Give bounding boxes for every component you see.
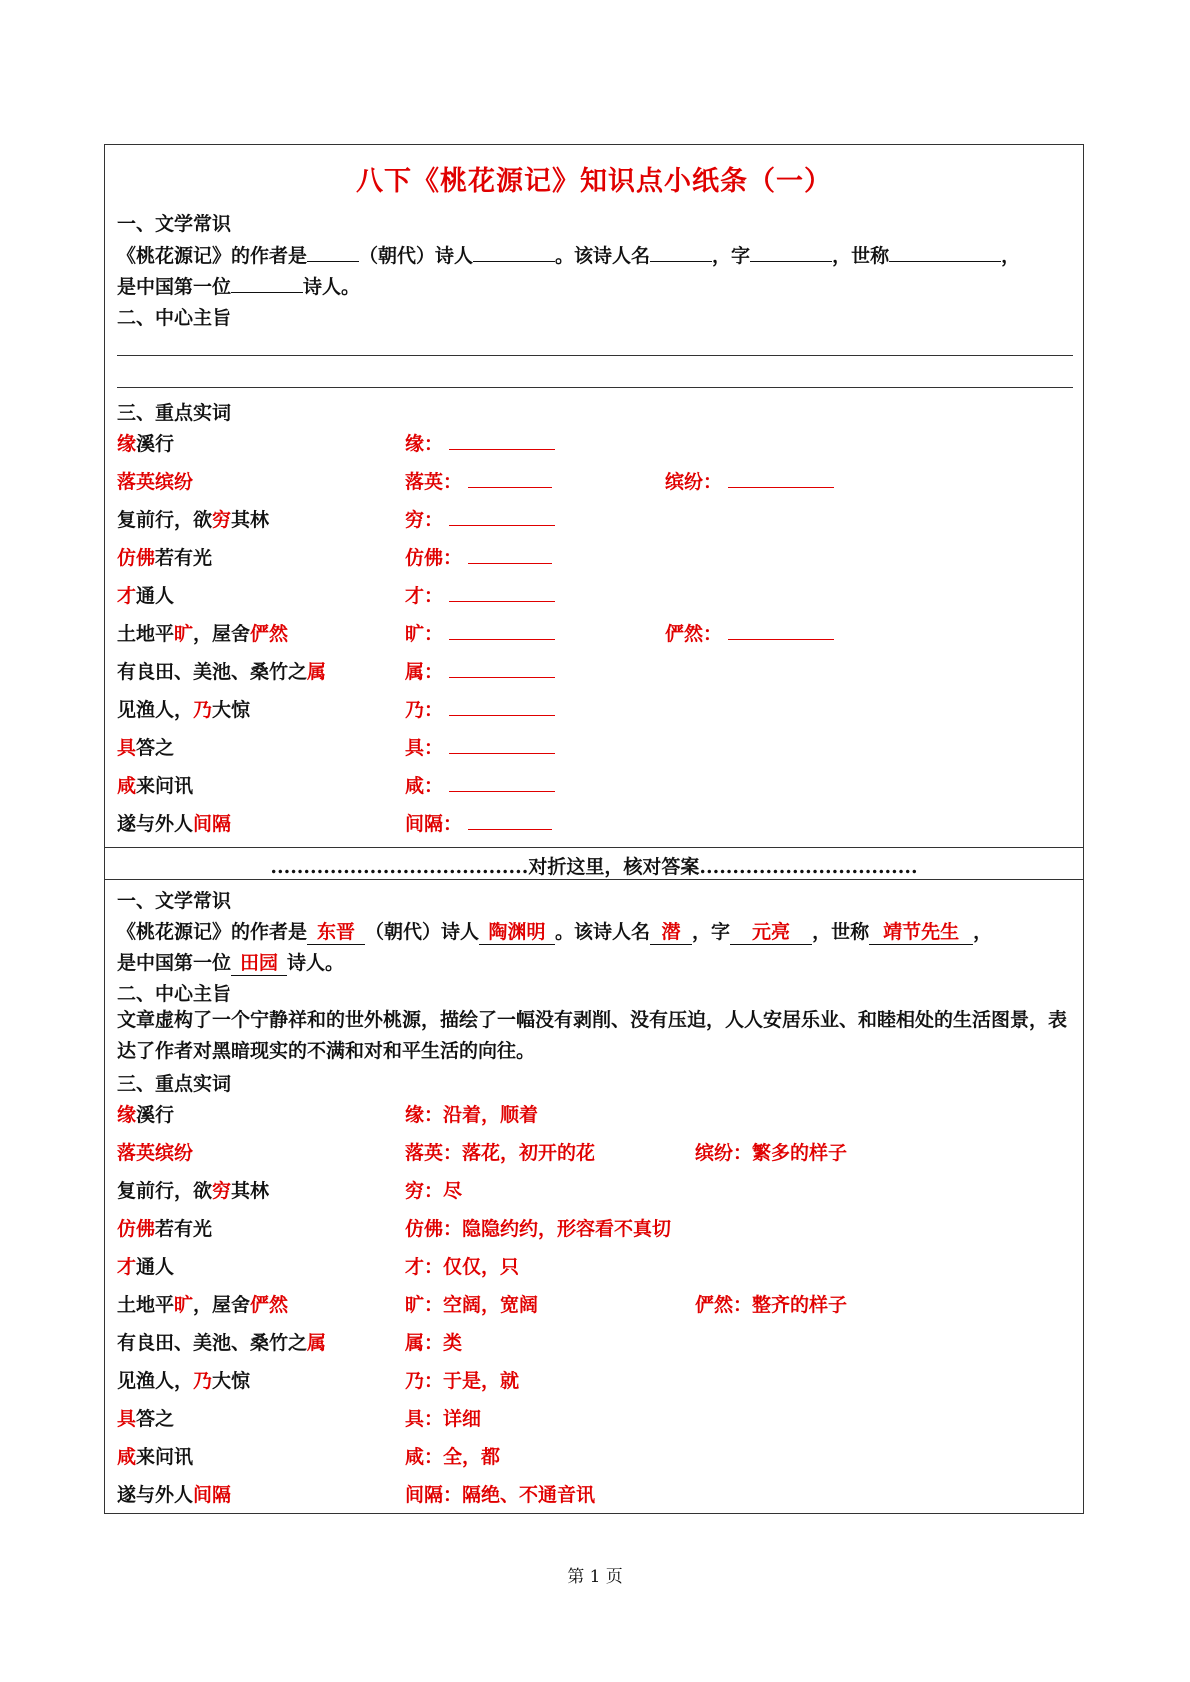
sentence-text: 有良田、美池、桑竹之	[117, 661, 308, 683]
vocab-word-label: 缤纷：	[665, 471, 723, 493]
highlight-word: 穷	[212, 1180, 232, 1202]
highlight-word: 乃	[193, 1370, 213, 1392]
vocab-meaning: 隐隐约约，形容看不真切	[462, 1218, 672, 1240]
quiz-section	[105, 145, 1083, 847]
highlight-word: 具	[117, 737, 137, 759]
vocab-meaning: 详细	[443, 1408, 482, 1430]
vocab-word-label: 才：	[405, 1256, 444, 1278]
sentence-text: 复前行，欲	[117, 509, 213, 531]
section-heading: 一、文学常识	[117, 213, 232, 235]
vocab-sentence	[117, 1290, 288, 1317]
highlight-word: 属	[307, 661, 327, 683]
vocab-meaning: 繁多的样子	[752, 1142, 848, 1164]
vocab-sentence	[117, 429, 174, 456]
sentence-text: 见渔人，	[117, 699, 194, 721]
vocab-word-label: 落英：	[405, 1142, 463, 1164]
sentence-text: 大惊	[212, 699, 251, 721]
highlight-word: 俨然	[250, 623, 289, 645]
highlight-word: 旷	[174, 1294, 194, 1316]
vocab-sentence	[117, 695, 250, 722]
vocab-word-label: 具：	[405, 1408, 444, 1430]
sentence-text: 通人	[136, 1256, 175, 1278]
fold-instruction: .......................................对折这里，核对答案.................................	[270, 856, 918, 878]
answer-courtesy: 元亮	[730, 917, 812, 945]
fold-line	[105, 847, 1083, 880]
vocab-sentence	[117, 1366, 250, 1393]
worksheet	[104, 144, 1084, 1514]
vocab-sentence	[117, 505, 269, 532]
vocab-word-label: 间隔：	[405, 813, 463, 835]
vocab-definition	[405, 1290, 538, 1317]
vocab-sentence	[117, 809, 231, 836]
vocab-definition	[405, 1480, 595, 1507]
answer-blank[interactable]	[449, 697, 555, 716]
vocab-sentence	[117, 1252, 174, 1279]
vocab-word-label: 才：	[405, 585, 444, 607]
highlight-word: 穷	[212, 509, 232, 531]
vocab-definition	[405, 1404, 481, 1431]
section-heading: 一、文学常识	[117, 890, 232, 912]
vocab-definition[interactable]	[405, 657, 555, 684]
highlight-word: 俨然	[250, 1294, 289, 1316]
answer-blank[interactable]	[449, 773, 555, 792]
vocab-meaning: 尽	[443, 1180, 463, 1202]
sentence-text: 答之	[136, 737, 175, 759]
section-heading: 三、重点实词	[117, 1073, 232, 1095]
section-heading: 二、中心主旨	[117, 307, 232, 329]
vocab-word-label: 穷：	[405, 1180, 444, 1202]
blank-genre[interactable]	[231, 274, 303, 293]
vocab-sentence	[117, 657, 326, 684]
vocab-definition[interactable]	[405, 543, 552, 570]
vocab-word-label: 俨然：	[665, 623, 723, 645]
highlight-word: 乃	[193, 699, 213, 721]
highlight-word: 咸	[117, 1446, 137, 1468]
highlight-word: 间隔	[193, 1484, 232, 1506]
answer-blank[interactable]	[468, 469, 552, 488]
highlight-word: 才	[117, 585, 137, 607]
sentence-text: 来问讯	[136, 775, 194, 797]
vocab-meaning: 全，都	[443, 1446, 501, 1468]
vocab-definition	[405, 1214, 671, 1241]
vocab-meaning: 沿着，顺着	[443, 1104, 539, 1126]
write-line[interactable]	[117, 355, 1073, 356]
highlight-word: 落英缤纷	[117, 471, 194, 493]
answer-blank[interactable]	[468, 811, 552, 830]
vocab-sentence	[117, 1138, 193, 1165]
answer-dynasty: 东晋	[307, 917, 365, 945]
blank-poet[interactable]	[473, 243, 555, 262]
highlight-word: 属	[307, 1332, 327, 1354]
answer-name: 潜	[650, 917, 692, 945]
vocab-definition	[405, 1138, 595, 1165]
highlight-word: 仿佛	[117, 1218, 156, 1240]
vocab-sentence	[117, 1176, 269, 1203]
vocab-word-label: 俨然：	[695, 1294, 753, 1316]
vocab-meaning: 隔绝、不通音讯	[462, 1484, 596, 1506]
vocab-sentence	[117, 1404, 174, 1431]
vocab-definition[interactable]	[405, 505, 555, 532]
blank-dynasty[interactable]	[307, 243, 359, 262]
vocab-definition	[405, 1252, 519, 1279]
vocab-definition	[405, 1328, 462, 1355]
vocab-word-label: 缘：	[405, 1104, 444, 1126]
sentence-text: 遂与外人	[117, 1484, 194, 1506]
highlight-word: 间隔	[193, 813, 232, 835]
vocab-definition[interactable]	[405, 771, 555, 798]
sentence-text: 若有光	[155, 1218, 213, 1240]
vocab-word-label: 穷：	[405, 509, 444, 531]
sentence-text: 答之	[136, 1408, 175, 1430]
sentence-text: 来问讯	[136, 1446, 194, 1468]
answer-title: 靖节先生	[869, 917, 973, 945]
vocab-word-label: 旷：	[405, 623, 444, 645]
vocab-sentence	[117, 581, 174, 608]
vocab-sentence	[117, 1214, 212, 1241]
vocab-definition	[405, 1366, 519, 1393]
vocab-word-label: 间隔：	[405, 1484, 463, 1506]
blank-title[interactable]	[889, 243, 1001, 262]
vocab-word-label: 旷：	[405, 1294, 444, 1316]
highlight-word: 咸	[117, 775, 137, 797]
sentence-text: 复前行，欲	[117, 1180, 213, 1202]
sentence-text: 有良田、美池、桑竹之	[117, 1332, 308, 1354]
highlight-word: 缘	[117, 433, 137, 455]
sentence-text: ，屋舍	[193, 623, 251, 645]
vocab-word-label: 缤纷：	[695, 1142, 753, 1164]
vocab-meaning: 落花，初开的花	[462, 1142, 596, 1164]
answer-blank[interactable]	[728, 621, 834, 640]
page-title: 八下《桃花源记》知识点小纸条（一）	[356, 166, 832, 197]
vocab-definition[interactable]	[665, 467, 834, 494]
vocab-definition	[405, 1442, 500, 1469]
vocab-definition[interactable]	[405, 429, 555, 456]
vocab-meaning: 类	[443, 1332, 463, 1354]
vocab-word-label: 乃：	[405, 1370, 444, 1392]
sentence-text: 通人	[136, 585, 175, 607]
vocab-definition[interactable]	[405, 619, 555, 646]
theme-answer: 文章虚构了一个宁静祥和的世外桃源，描绘了一幅没有剥削、没有压迫，人人安居乐业、和睦相处的生活图景，表达了作者对黑暗现实的不满和对和平生活的向往。	[117, 1009, 1068, 1062]
answer-poet: 陶渊明	[479, 917, 555, 945]
vocab-meaning: 整齐的样子	[752, 1294, 848, 1316]
vocab-word-label: 咸：	[405, 1446, 444, 1468]
vocab-word-label: 仿佛：	[405, 547, 463, 569]
answer-sentence-line1: 《桃花源记》的作者是 东晋 （朝代）诗人 陶渊明 。该诗人名 潜 ，字 元亮 ，世称 靖节先生 ，	[117, 917, 1073, 945]
answer-blank[interactable]	[728, 469, 834, 488]
vocab-sentence	[117, 1100, 174, 1127]
vocab-sentence	[117, 543, 212, 570]
sentence-text: 土地平	[117, 1294, 175, 1316]
vocab-sentence	[117, 619, 288, 646]
vocab-meaning: 空阔，宽阔	[443, 1294, 539, 1316]
quiz-sentence-line2: 是中国第一位 诗人。	[117, 276, 361, 298]
section-heading: 三、重点实词	[117, 402, 232, 424]
highlight-word: 缘	[117, 1104, 137, 1126]
answer-blank[interactable]	[449, 659, 555, 678]
answer-blank[interactable]	[449, 735, 555, 754]
highlight-word: 旷	[174, 623, 194, 645]
vocab-meaning: 仅仅，只	[443, 1256, 520, 1278]
highlight-word: 才	[117, 1256, 137, 1278]
sentence-text: ，屋舍	[193, 1294, 251, 1316]
vocab-word-label: 具：	[405, 737, 444, 759]
highlight-word: 落英缤纷	[117, 1142, 194, 1164]
vocab-sentence	[117, 1480, 231, 1507]
blank-courtesy[interactable]	[750, 243, 832, 262]
vocab-word-label: 乃：	[405, 699, 444, 721]
sentence-text: 其林	[231, 1180, 270, 1202]
vocab-word-label: 缘：	[405, 433, 444, 455]
vocab-definition[interactable]	[405, 733, 555, 760]
section-heading: 二、中心主旨	[117, 983, 232, 1005]
answer-blank[interactable]	[449, 621, 555, 640]
answer-section	[105, 880, 1083, 1513]
vocab-definition[interactable]	[665, 619, 834, 646]
vocab-sentence	[117, 467, 193, 494]
sentence-text: 溪行	[136, 433, 175, 455]
vocab-word-label: 属：	[405, 661, 444, 683]
answer-sentence-line2: 是中国第一位 田园 诗人。	[117, 948, 1073, 976]
vocab-definition	[405, 1176, 462, 1203]
write-line[interactable]	[117, 387, 1073, 388]
sentence-text: 见渔人，	[117, 1370, 194, 1392]
vocab-word-label: 落英：	[405, 471, 463, 493]
highlight-word: 仿佛	[117, 547, 156, 569]
answer-blank[interactable]	[449, 583, 555, 602]
answer-blank[interactable]	[449, 507, 555, 526]
sentence-text: 若有光	[155, 547, 213, 569]
vocab-sentence	[117, 1442, 193, 1469]
vocab-meaning: 于是，就	[443, 1370, 520, 1392]
vocab-definition	[695, 1138, 847, 1165]
sentence-text: 大惊	[212, 1370, 251, 1392]
answer-genre: 田园	[231, 948, 287, 976]
vocab-definition	[695, 1290, 847, 1317]
highlight-word: 具	[117, 1408, 137, 1430]
vocab-word-label: 仿佛：	[405, 1218, 463, 1240]
sentence-text: 遂与外人	[117, 813, 194, 835]
vocab-definition[interactable]	[405, 809, 552, 836]
vocab-word-label: 咸：	[405, 775, 444, 797]
vocab-word-label: 属：	[405, 1332, 444, 1354]
vocab-sentence	[117, 1328, 326, 1355]
vocab-definition[interactable]	[405, 695, 555, 722]
answer-blank[interactable]	[449, 431, 555, 450]
vocab-definition[interactable]	[405, 467, 552, 494]
vocab-definition	[405, 1100, 538, 1127]
vocab-sentence	[117, 733, 174, 760]
vocab-sentence	[117, 771, 193, 798]
sentence-text: 其林	[231, 509, 270, 531]
answer-blank[interactable]	[468, 545, 552, 564]
quiz-sentence-line1: 《桃花源记》的作者是 （朝代）诗人 。该诗人名 ，字 ，世称 ，	[117, 245, 1021, 267]
page-number: 第 1 页	[567, 1567, 623, 1587]
vocab-definition[interactable]	[405, 581, 555, 608]
sentence-text: 土地平	[117, 623, 175, 645]
blank-name[interactable]	[650, 243, 712, 262]
sentence-text: 溪行	[136, 1104, 175, 1126]
